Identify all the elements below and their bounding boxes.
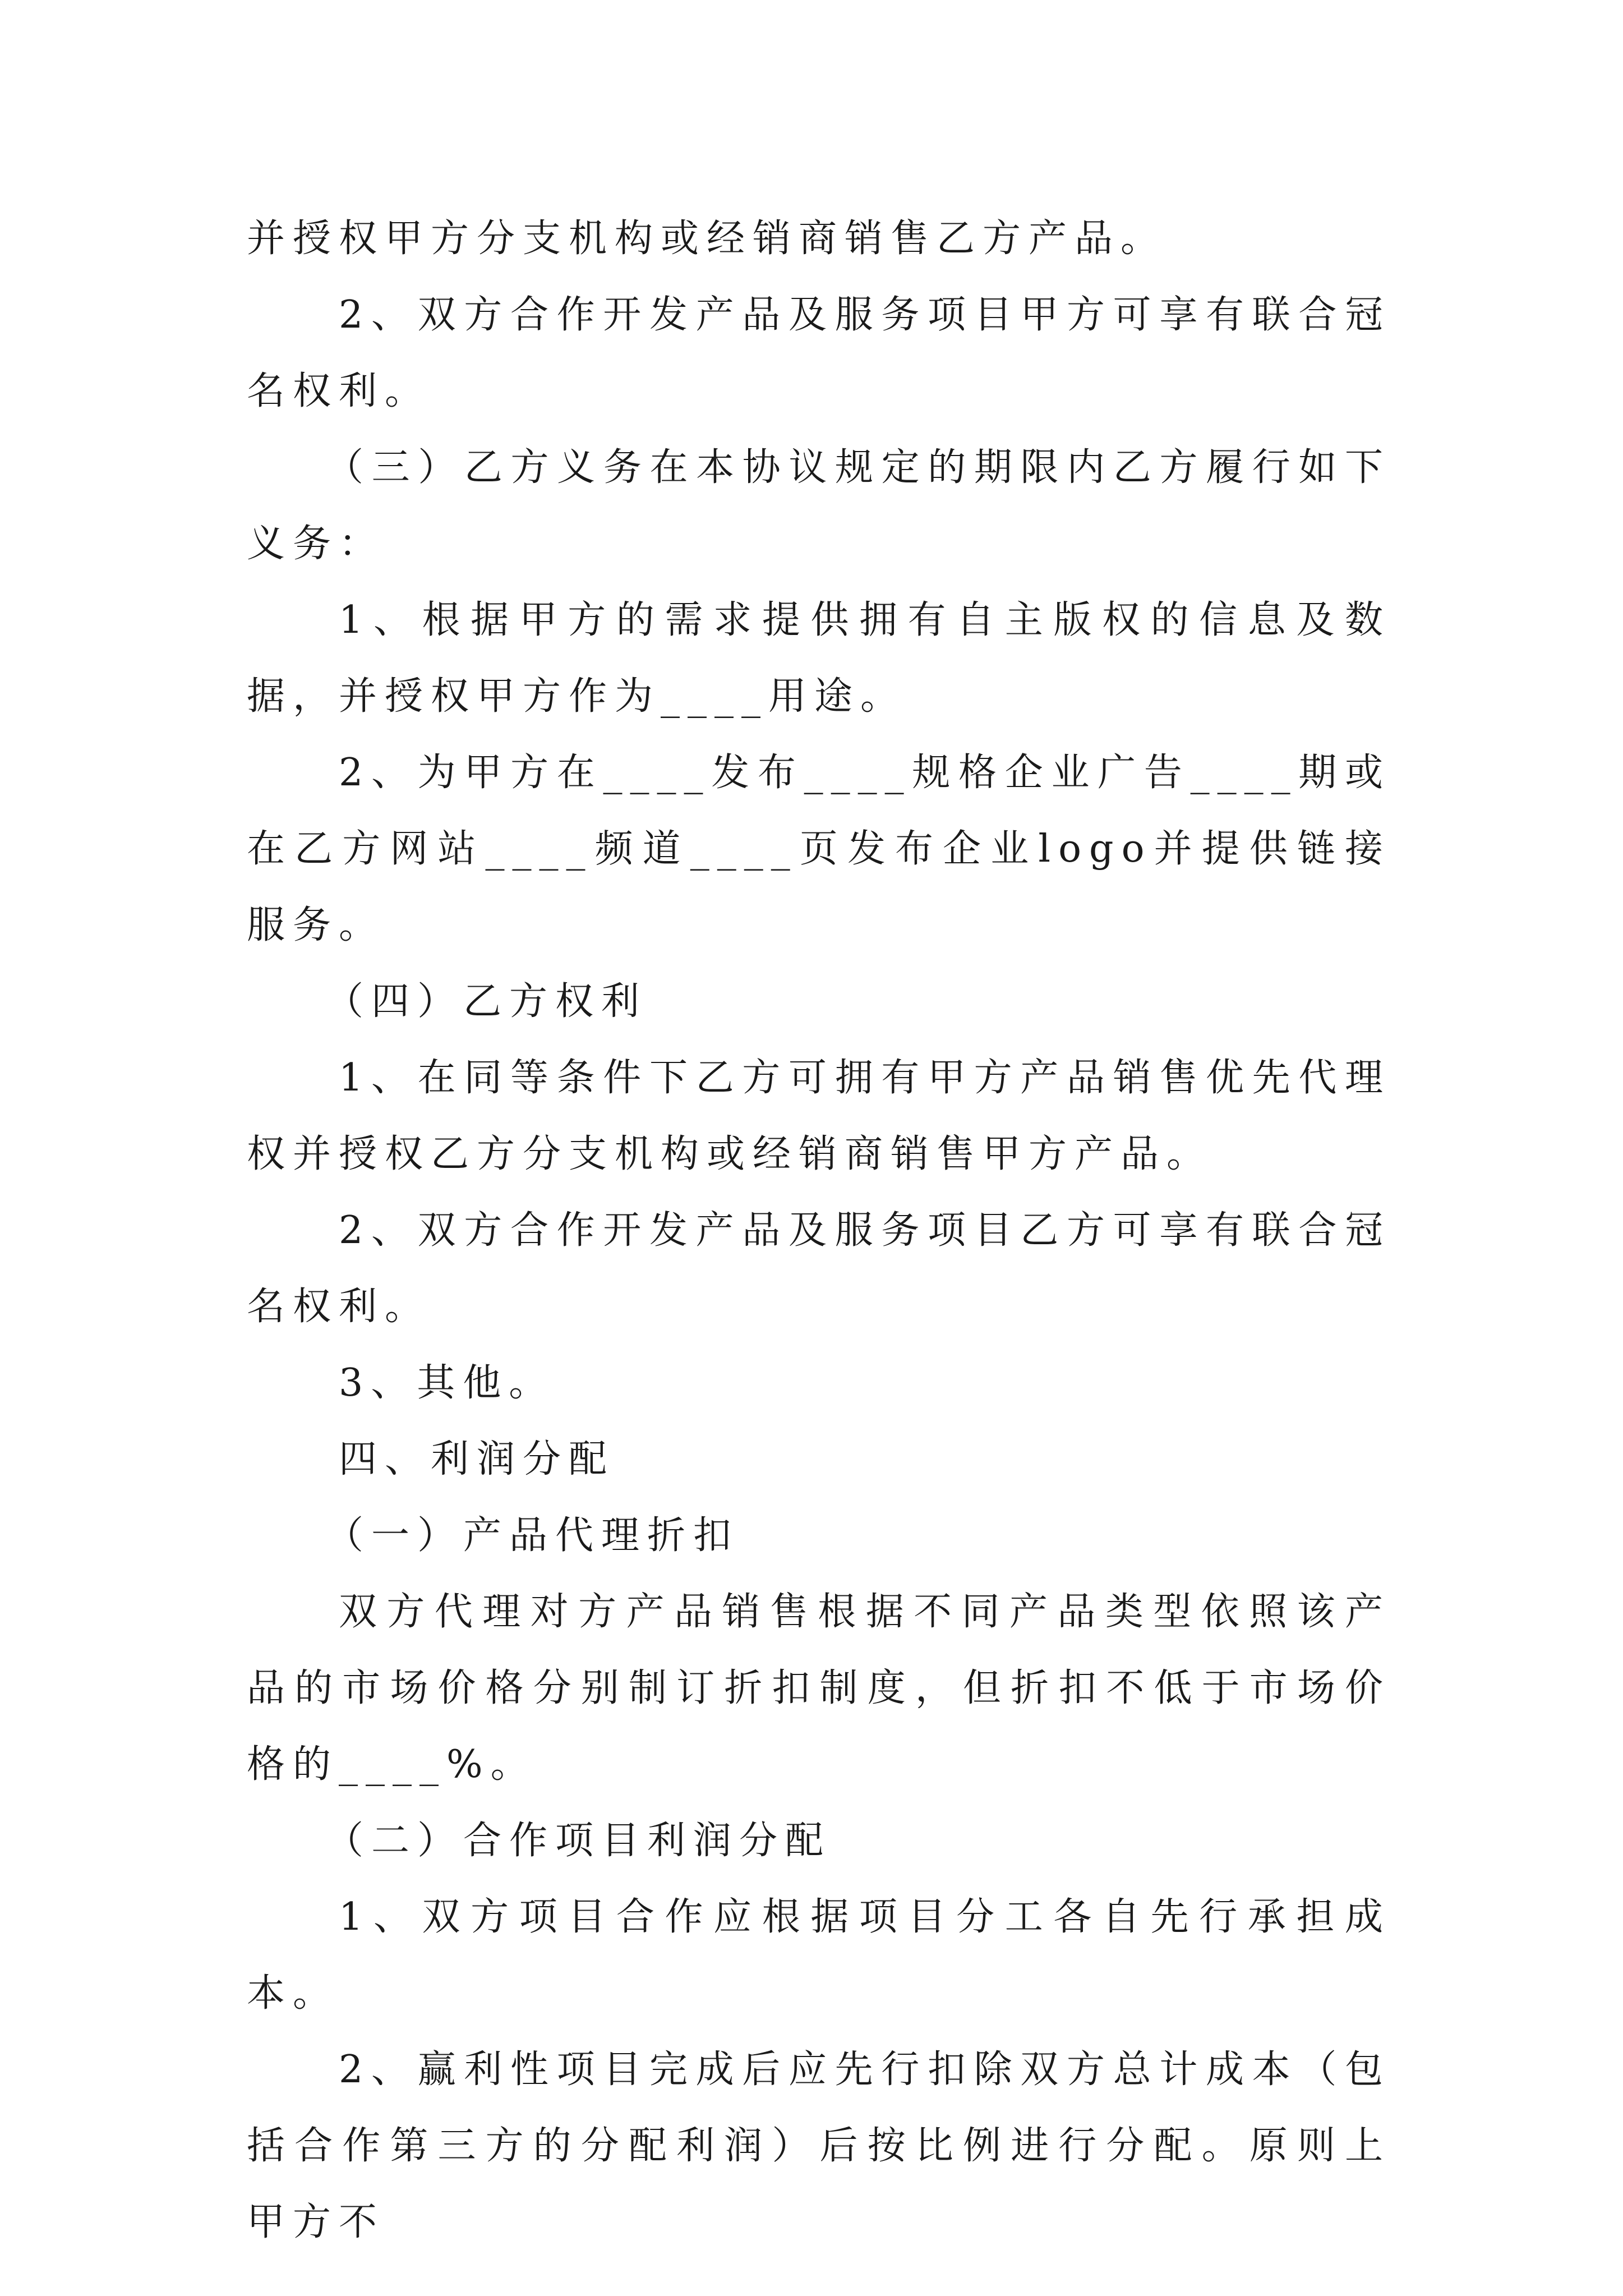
paragraph-7: 1、在同等条件下乙方可拥有甲方产品销售优先代理权并授权乙方分支机构或经销商销售甲方产品。 — [247, 1056, 1391, 1176]
paragraph-12: 双方代理对方产品销售根据不同产品类型依照该产品的市场价格分别制订折扣制度，但折扣不低于市场价格的____%。 — [247, 1590, 1391, 1787]
paragraph-6-heading: （四）乙方权利 — [325, 979, 648, 1024]
paragraph-4: 1、根据甲方的需求提供拥有自主版权的信息及数据，并授权甲方作为____用途。 — [247, 598, 1391, 719]
paragraph-1: 并授权甲方分支机构或经销商销售乙方产品。 — [247, 217, 1167, 261]
paragraph-14: 1、双方项目合作应根据项目分工各自先行承担成本。 — [247, 1895, 1391, 2016]
paragraph-15: 2、赢利性项目完成后应先行扣除双方总计成本（包括合作第三方的分配利润）后按比例进行分配。原则上甲方不 — [247, 2047, 1391, 2244]
paragraph-13-heading: （二）合作项目利润分配 — [325, 1819, 832, 1863]
paragraph-9: 3、其他。 — [339, 1361, 555, 1405]
paragraph-8: 2、双方合作开发产品及服务项目乙方可享有联合冠名权利。 — [247, 1208, 1391, 1329]
document-body — [247, 201, 1391, 2261]
paragraph-11-heading: （一）产品代理折扣 — [325, 1513, 740, 1558]
section-heading-profit: 四、利润分配 — [339, 1437, 615, 1481]
paragraph-2: 2、双方合作开发产品及服务项目甲方可享有联合冠名权利。 — [247, 293, 1391, 413]
paragraph-5: 2、为甲方在____发布____规格企业广告____期或在乙方网站____频道____页发布企业logo并提供链接服务。 — [247, 751, 1391, 947]
paragraph-3-heading: （三）乙方义务在本协议规定的期限内乙方履行如下义务： — [247, 445, 1391, 566]
